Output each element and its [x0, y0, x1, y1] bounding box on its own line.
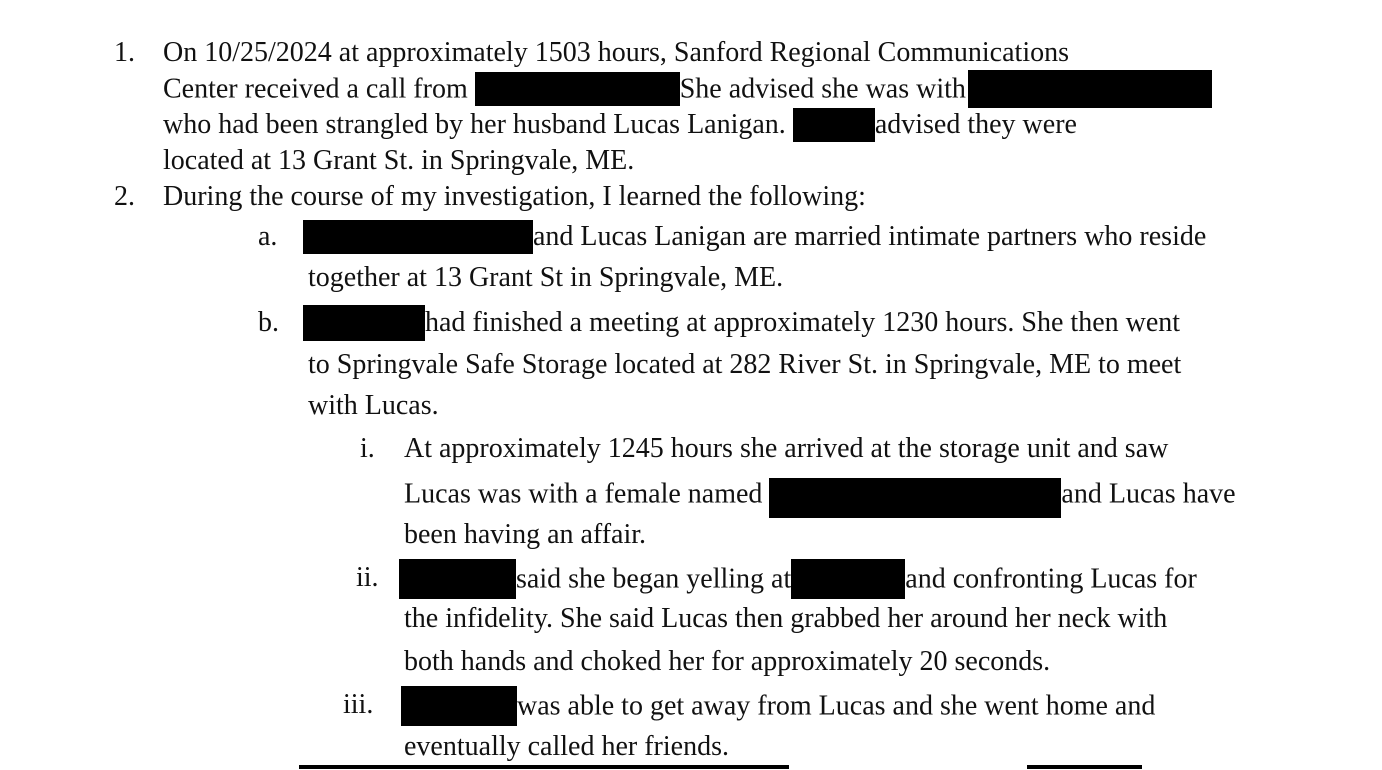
item-1-line-1: On 10/25/2024 at approximately 1503 hours, Sanford Regional Communications: [163, 37, 1069, 68]
item-2b-ii-line-1: [399, 561, 1197, 595]
item-2a-line-2: together at 13 Grant St in Springvale, ME.: [308, 262, 784, 293]
item-2b-ii-marker: ii.: [356, 562, 379, 593]
item-1-line-3: [163, 108, 1077, 142]
item-2b-i-line-2: [404, 476, 1236, 510]
item-2b-i-line-2-text-a: Lucas was with a female named: [404, 478, 763, 510]
item-2b-iii-line-1-text: was able to get away from Lucas and she went home and: [517, 690, 1156, 722]
redaction-block: [303, 220, 533, 254]
item-2b-i-marker: i.: [360, 433, 375, 464]
item-2a-marker: a.: [258, 221, 278, 252]
item-1-line-3-text-b: advised they were: [874, 109, 1077, 140]
redaction-block: [475, 72, 680, 106]
item-2b-i-line-1: At approximately 1245 hours she arrived at the storage unit and saw: [404, 433, 1169, 464]
item-2b-iii-line-2: eventually called her friends.: [404, 731, 729, 762]
item-1-line-4: located at 13 Grant St. in Springvale, ME.: [163, 145, 635, 176]
item-1-line-2: [163, 72, 1212, 106]
redaction-block: [793, 108, 875, 142]
redaction-block: [968, 70, 1212, 108]
item-2b-line-1: [303, 306, 1180, 340]
redaction-block: [399, 559, 516, 599]
bottom-rule-right: [1027, 765, 1142, 769]
item-1-marker: 1.: [114, 37, 135, 68]
item-1-line-3-text-a: who had been strangled by her husband Lucas Lanigan.: [163, 109, 786, 140]
bottom-rule-left: [299, 765, 789, 769]
item-2b-ii-line-3: both hands and choked her for approximately 20 seconds.: [404, 646, 1051, 677]
item-2b-i-line-2-text-b: and Lucas have: [1061, 478, 1236, 510]
item-2-marker: 2.: [114, 181, 135, 212]
redaction-block: [401, 686, 517, 726]
item-2b-marker: b.: [258, 307, 279, 338]
item-1-line-2-text-a: Center received a call from: [163, 73, 468, 105]
item-2-line-1: During the course of my investigation, I learned the following:: [163, 181, 866, 212]
item-2b-line-2: to Springvale Safe Storage located at 282 River St. in Springvale, ME to meet: [308, 349, 1182, 380]
item-2b-iii-marker: iii.: [343, 689, 374, 720]
item-2b-iii-line-1: [401, 688, 1155, 722]
item-2b-ii-line-1-text-b: said she began yelling at: [516, 563, 792, 595]
redaction-block: [303, 305, 425, 341]
item-2b-ii-line-1-text-d: and confronting Lucas for: [905, 563, 1197, 595]
item-2b-i-line-3: been having an affair.: [404, 519, 647, 550]
item-2a-line-1-text: and Lucas Lanigan are married intimate partners who reside: [533, 221, 1207, 252]
redaction-block: [769, 478, 1061, 518]
item-2b-line-3: with Lucas.: [308, 390, 439, 421]
item-2a-line-1: [303, 220, 1206, 254]
redaction-block: [791, 559, 905, 599]
item-1-line-2-text-b: She advised she was with: [679, 73, 966, 105]
item-2b-ii-line-2: the infidelity. She said Lucas then grabbed her around her neck with: [404, 603, 1168, 634]
item-2b-line-1-text: had finished a meeting at approximately 1230 hours. She then went: [425, 307, 1181, 338]
